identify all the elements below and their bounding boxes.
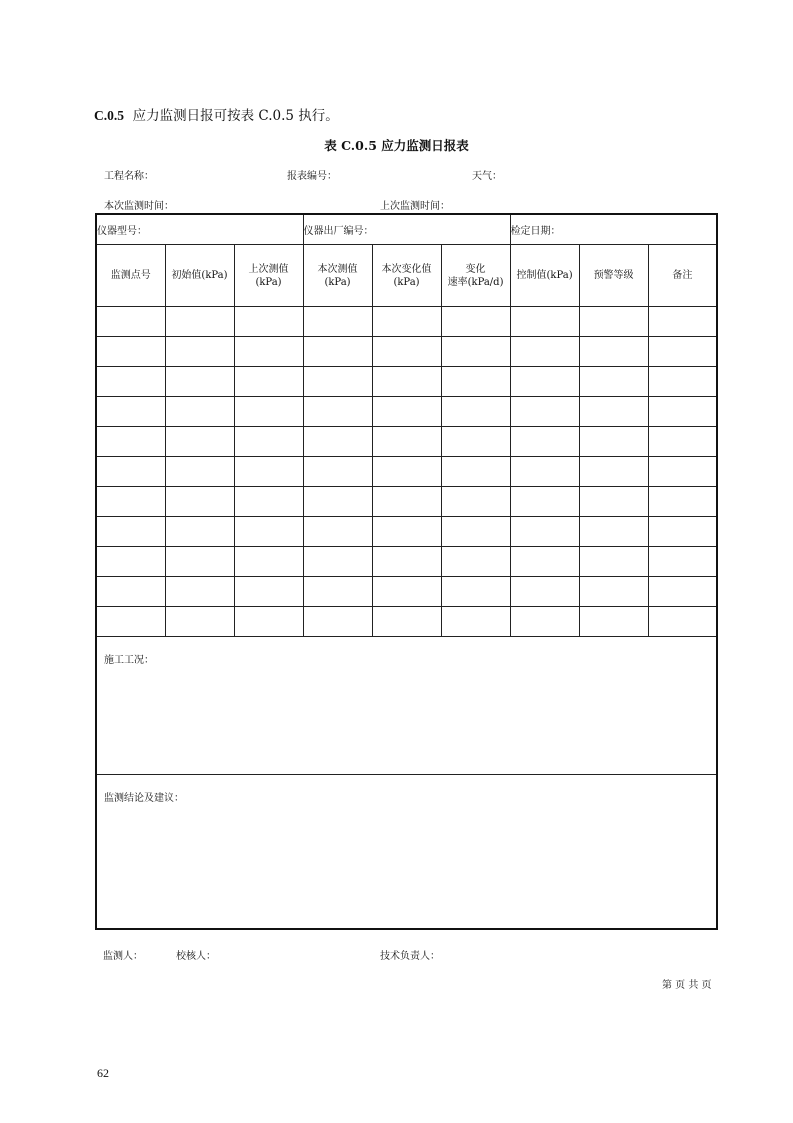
table-cell: [165, 397, 234, 427]
table-cell: [579, 337, 648, 367]
table-cell: [303, 367, 372, 397]
table-cell: [234, 577, 303, 607]
column-header: 本次测值 (kPa): [303, 245, 372, 307]
table-cell: [234, 397, 303, 427]
table-cell: [579, 547, 648, 577]
table-cell: [165, 337, 234, 367]
section-number: C.0.5: [94, 108, 124, 123]
report-no-label: 报表编号：: [287, 171, 337, 182]
column-header: 控制值(kPa): [510, 245, 579, 307]
table-cell: [234, 487, 303, 517]
table-cell: [579, 307, 648, 337]
instrument-info-row: [96, 214, 717, 245]
table-cell: [648, 337, 717, 367]
table-cell: [96, 457, 165, 487]
table-cell: [234, 517, 303, 547]
table-cell: [165, 547, 234, 577]
table-cell: [510, 607, 579, 637]
project-name-label: 工程名称：: [104, 171, 154, 182]
table-cell: [165, 517, 234, 547]
table-cell: [441, 457, 510, 487]
table-cell: [372, 337, 441, 367]
table-cell: [510, 307, 579, 337]
table-row: [96, 517, 717, 547]
monitoring-conclusion-label: 监测结论及建议：: [104, 793, 184, 804]
table-row: [96, 397, 717, 427]
construction-condition-label: 施工工况：: [104, 655, 154, 666]
page-number: 62: [97, 1066, 109, 1080]
table-cell: [303, 427, 372, 457]
table-cell: [234, 607, 303, 637]
table-cell: [372, 307, 441, 337]
section-text: 应力监测日报可按表 C.0.5 执行。: [132, 108, 339, 124]
table-cell: [303, 337, 372, 367]
construction-condition-cell: [96, 637, 717, 775]
table-cell: [510, 337, 579, 367]
table-cell: [441, 487, 510, 517]
table-cell: [165, 487, 234, 517]
calibration-date-cell: 检定日期：: [510, 214, 717, 245]
table-cell: [96, 367, 165, 397]
table-row: [96, 577, 717, 607]
table-cell: [165, 457, 234, 487]
table-row: [96, 607, 717, 637]
table-cell: [648, 457, 717, 487]
column-header: 监测点号: [96, 245, 165, 307]
table-cell: [372, 547, 441, 577]
table-cell: [510, 427, 579, 457]
instrument-model-cell: 仪器型号：: [96, 214, 303, 245]
table-cell: [303, 397, 372, 427]
last-time-label: 上次监测时间：: [380, 201, 450, 212]
page-count: 第 页 共 页: [662, 980, 712, 991]
table-cell: [648, 307, 717, 337]
table-cell: [510, 577, 579, 607]
weather-label: 天气：: [472, 171, 502, 182]
table-cell: [96, 517, 165, 547]
table-cell: [648, 607, 717, 637]
factory-no-cell: 仪器出厂编号：: [303, 214, 510, 245]
table-cell: [372, 517, 441, 547]
table-cell: [303, 607, 372, 637]
table-cell: [510, 517, 579, 547]
table-cell: [372, 427, 441, 457]
column-header: 备注: [648, 245, 717, 307]
table-cell: [234, 337, 303, 367]
column-header: 初始值(kPa): [165, 245, 234, 307]
monitoring-conclusion-row: [96, 775, 717, 930]
table-cell: [441, 397, 510, 427]
table-cell: [303, 577, 372, 607]
table-cell: [579, 427, 648, 457]
table-cell: [579, 577, 648, 607]
table-cell: [372, 487, 441, 517]
table-cell: [579, 367, 648, 397]
table-cell: [510, 397, 579, 427]
table-cell: [96, 307, 165, 337]
checker-label: 校核人：: [176, 951, 216, 962]
table-cell: [303, 457, 372, 487]
table-cell: [234, 367, 303, 397]
table-cell: [96, 427, 165, 457]
column-header: 本次变化值 (kPa): [372, 245, 441, 307]
table-cell: [441, 607, 510, 637]
table-cell: [234, 547, 303, 577]
table-cell: [96, 487, 165, 517]
monitoring-conclusion-cell: [96, 775, 717, 930]
table-cell: [372, 577, 441, 607]
column-header: 预警等级: [579, 245, 648, 307]
table-cell: [441, 337, 510, 367]
table-cell: [165, 607, 234, 637]
table-cell: [510, 367, 579, 397]
table-cell: [234, 457, 303, 487]
table-cell: [441, 517, 510, 547]
table-cell: [648, 577, 717, 607]
table-cell: [441, 367, 510, 397]
tech-lead-label: 技术负责人：: [380, 951, 440, 962]
table-cell: [441, 307, 510, 337]
table-cell: [303, 487, 372, 517]
table-cell: [165, 307, 234, 337]
table-cell: [96, 607, 165, 637]
table-cell: [579, 397, 648, 427]
table-cell: [96, 337, 165, 367]
table-cell: [441, 427, 510, 457]
table-cell: [96, 397, 165, 427]
table-cell: [96, 577, 165, 607]
table-cell: [510, 547, 579, 577]
stress-monitoring-table: [95, 213, 718, 930]
table-cell: [303, 547, 372, 577]
table-cell: [579, 487, 648, 517]
construction-condition-row: [96, 637, 717, 775]
table-cell: [648, 397, 717, 427]
table-cell: [579, 517, 648, 547]
table-row: [96, 307, 717, 337]
table-cell: [372, 607, 441, 637]
table-cell: [372, 457, 441, 487]
table-row: [96, 487, 717, 517]
table-cell: [441, 577, 510, 607]
table-cell: [165, 577, 234, 607]
table-cell: [648, 427, 717, 457]
table-cell: [648, 517, 717, 547]
table-cell: [648, 487, 717, 517]
table-cell: [648, 367, 717, 397]
column-header: 变化 速率(kPa/d): [441, 245, 510, 307]
table-cell: [510, 487, 579, 517]
table-row: [96, 427, 717, 457]
table-cell: [96, 547, 165, 577]
table-cell: [441, 547, 510, 577]
column-header: 上次测值 (kPa): [234, 245, 303, 307]
table-cell: [165, 427, 234, 457]
monitor-label: 监测人：: [103, 951, 143, 962]
table-cell: [303, 517, 372, 547]
table-cell: [648, 547, 717, 577]
section-heading: [94, 104, 339, 124]
table-cell: [303, 307, 372, 337]
table-cell: [372, 397, 441, 427]
table-cell: [234, 307, 303, 337]
table-cell: [372, 367, 441, 397]
table-title: 表 C.0.5 应力监测日报表: [324, 138, 469, 153]
column-header-row: [96, 245, 717, 307]
table-row: [96, 457, 717, 487]
this-time-label: 本次监测时间：: [104, 201, 174, 212]
table-cell: [510, 457, 579, 487]
table-cell: [579, 607, 648, 637]
table-row: [96, 337, 717, 367]
table-cell: [165, 367, 234, 397]
table-cell: [579, 457, 648, 487]
table-cell: [234, 427, 303, 457]
table-row: [96, 547, 717, 577]
table-row: [96, 367, 717, 397]
